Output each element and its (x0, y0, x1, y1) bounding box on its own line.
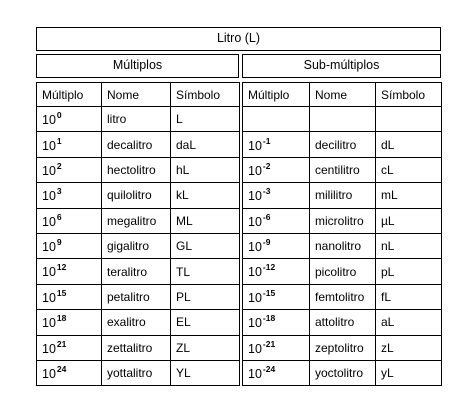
power-cell (243, 259, 310, 284)
unit-name-cell: attolitro (310, 310, 376, 335)
table-row (243, 107, 442, 132)
power-cell (243, 310, 310, 335)
table-row (243, 233, 442, 258)
power-cell (37, 132, 102, 157)
unit-symbol-cell: hL (171, 157, 240, 182)
column-header-symbol: Símbolo (171, 83, 240, 107)
unit-symbol-cell: TL (171, 259, 240, 284)
multiples-section-header (36, 54, 239, 78)
power-base: 10 (248, 316, 262, 331)
power-base: 10 (42, 189, 56, 204)
unit-name-cell: picolitro (310, 259, 376, 284)
power-exponent: -12 (262, 262, 276, 273)
power-base: 10 (42, 367, 56, 382)
unit-symbol-cell: ZL (171, 335, 240, 360)
power-cell (243, 208, 310, 233)
unit-symbol-cell (376, 107, 442, 132)
unit-symbol-cell: fL (376, 284, 442, 309)
power-base: 10 (42, 341, 56, 356)
power-exponent: 9 (56, 237, 62, 248)
power-cell (37, 157, 102, 182)
unit-name-cell: decalitro (102, 132, 171, 157)
power-exponent: -6 (262, 211, 271, 222)
power-exponent: -15 (262, 287, 276, 298)
table-row (243, 259, 442, 284)
table-row (37, 157, 240, 182)
unit-name-cell: decilitro (310, 132, 376, 157)
table-row (37, 284, 240, 309)
unit-name-cell: nanolitro (310, 233, 376, 258)
unit-name-cell: femtolitro (310, 284, 376, 309)
power-cell (243, 233, 310, 258)
power-base: 10 (42, 138, 56, 153)
submultiples-table (242, 82, 442, 386)
table-row (243, 335, 442, 360)
table-row (243, 360, 442, 385)
power-cell (37, 208, 102, 233)
power-exponent: 24 (56, 364, 67, 375)
unit-name-cell: quilolitro (102, 183, 171, 208)
unit-name-cell (310, 107, 376, 132)
unit-name-cell: teralitro (102, 259, 171, 284)
power-base: 10 (42, 214, 56, 229)
multiples-section-label: Múltiplos (112, 58, 163, 72)
power-base: 10 (248, 291, 262, 305)
unit-symbol-cell: YL (171, 360, 240, 385)
power-cell (243, 335, 310, 360)
submultiples-header-row (243, 83, 442, 107)
power-cell (37, 284, 102, 309)
unit-symbol-cell: kL (171, 183, 240, 208)
power-base: 10 (42, 164, 56, 179)
power-exponent: -24 (262, 364, 276, 375)
power-cell (37, 360, 102, 385)
power-cell (243, 107, 310, 132)
power-base: 10 (248, 214, 262, 229)
column-header-name: Nome (102, 83, 171, 107)
table-row (37, 208, 240, 233)
power-base: 10 (248, 138, 262, 153)
submultiples-section-header (242, 54, 441, 78)
power-base: 10 (42, 113, 56, 128)
table-row (243, 208, 442, 233)
unit-symbol-cell: µL (376, 208, 442, 233)
unit-symbol-cell: GL (171, 233, 240, 258)
table-row (243, 157, 442, 182)
unit-symbol-cell: yL (376, 360, 442, 385)
table-title: Litro (L) (216, 31, 261, 45)
power-base: 10 (42, 291, 56, 305)
column-header-name: Nome (310, 83, 376, 107)
table-row (37, 132, 240, 157)
unit-name-cell: gigalitro (102, 233, 171, 258)
power-cell (37, 335, 102, 360)
power-cell (243, 132, 310, 157)
power-cell (243, 157, 310, 182)
power-exponent: 15 (56, 287, 67, 298)
power-exponent: -21 (262, 338, 276, 349)
power-cell (37, 259, 102, 284)
power-base: 10 (248, 367, 262, 382)
power-cell (37, 107, 102, 132)
power-exponent: 2 (56, 160, 62, 171)
unit-name-cell: zettalitro (102, 335, 171, 360)
power-exponent: 6 (56, 211, 62, 222)
table-row (243, 284, 442, 309)
unit-name-cell: yoctolitro (310, 360, 376, 385)
unit-symbol-cell: ML (171, 208, 240, 233)
power-cell (243, 284, 310, 309)
table-title-box (36, 27, 441, 51)
power-exponent: 0 (56, 110, 62, 121)
unit-symbol-cell: L (171, 107, 240, 132)
multiples-table (36, 82, 240, 386)
table-row (37, 360, 240, 385)
power-cell (37, 310, 102, 335)
power-exponent: -1 (262, 135, 271, 146)
submultiples-section-label: Sub-múltiplos (303, 58, 380, 72)
table-row (243, 310, 442, 335)
unit-name-cell: centilitro (310, 157, 376, 182)
power-exponent: -9 (262, 237, 271, 248)
column-header-multiple: Múltiplo (37, 83, 102, 107)
power-exponent: 1 (56, 135, 62, 146)
unit-name-cell: exalitro (102, 310, 171, 335)
table-row (243, 132, 442, 157)
power-base: 10 (248, 164, 262, 179)
power-cell (37, 233, 102, 258)
power-base: 10 (248, 341, 262, 356)
power-exponent: -18 (262, 313, 276, 324)
unit-name-cell: megalitro (102, 208, 171, 233)
table-row (37, 259, 240, 284)
power-exponent: 3 (56, 186, 62, 197)
power-cell (243, 183, 310, 208)
power-exponent: 18 (56, 313, 67, 324)
unit-symbol-cell: cL (376, 157, 442, 182)
table-row (37, 310, 240, 335)
power-exponent: 21 (56, 338, 67, 349)
unit-name-cell: mililitro (310, 183, 376, 208)
multiples-header-row (37, 83, 240, 107)
unit-symbol-cell: aL (376, 310, 442, 335)
unit-name-cell: hectolitro (102, 157, 171, 182)
unit-name-cell: zeptolitro (310, 335, 376, 360)
unit-symbol-cell: EL (171, 310, 240, 335)
power-cell (243, 360, 310, 385)
table-row (243, 183, 442, 208)
table-row (37, 233, 240, 258)
unit-symbol-cell: dL (376, 132, 442, 157)
unit-name-cell: litro (102, 107, 171, 132)
power-base: 10 (248, 240, 262, 255)
unit-symbol-cell: daL (171, 132, 240, 157)
unit-name-cell: yottalitro (102, 360, 171, 385)
unit-symbol-cell: pL (376, 259, 442, 284)
table-row (37, 335, 240, 360)
column-header-multiple: Múltiplo (243, 83, 310, 107)
unit-symbol-cell: mL (376, 183, 442, 208)
unit-name-cell: microlitro (310, 208, 376, 233)
power-cell (37, 183, 102, 208)
power-exponent: -3 (262, 186, 271, 197)
table-row (37, 107, 240, 132)
unit-name-cell: petalitro (102, 284, 171, 309)
power-base: 10 (248, 265, 262, 280)
power-base: 10 (42, 316, 56, 331)
unit-symbol-cell: nL (376, 233, 442, 258)
power-exponent: -2 (262, 160, 271, 171)
column-header-symbol: Símbolo (376, 83, 442, 107)
unit-symbol-cell: zL (376, 335, 442, 360)
power-base: 10 (42, 240, 56, 255)
unit-symbol-cell: PL (171, 284, 240, 309)
power-base: 10 (42, 265, 56, 280)
table-row (37, 183, 240, 208)
power-exponent: 12 (56, 262, 67, 273)
power-base: 10 (248, 189, 262, 204)
